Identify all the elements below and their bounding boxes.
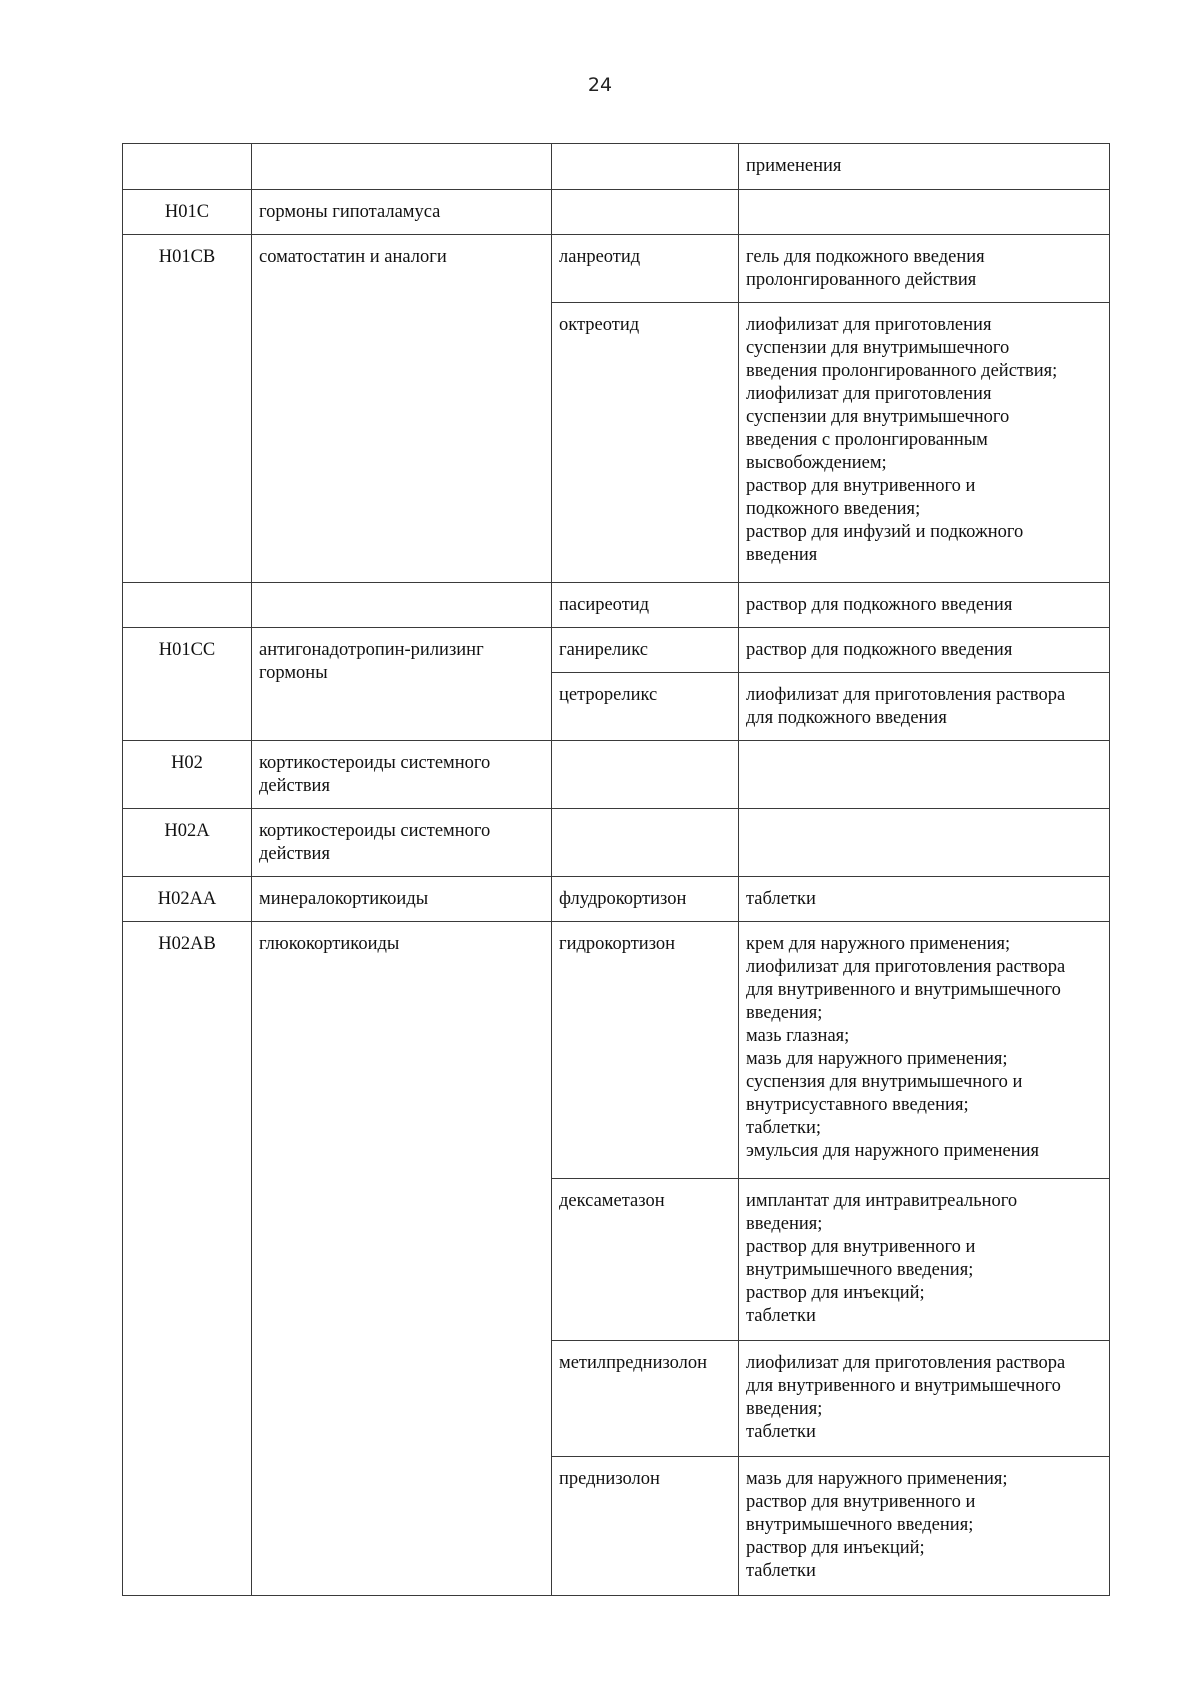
drug-name-cell: пасиреотид xyxy=(552,583,739,628)
dosage-form-cell: раствор для подкожного введения xyxy=(739,628,1110,673)
dosage-form-cell: мазь для наружного применения; раствор для внутривенного и внутримышечного введения; раствор для инъекций; таблетки xyxy=(739,1457,1110,1596)
drug-name-cell: ганиреликс xyxy=(552,628,739,673)
drug-name-cell: ланреотид xyxy=(552,235,739,303)
group-name-cell: гормоны гипоталамуса xyxy=(252,190,552,235)
drug-name-cell: цетрореликс xyxy=(552,673,739,741)
drug-name-cell: гидрокортизон xyxy=(552,922,739,1179)
dosage-form-cell xyxy=(739,190,1110,235)
group-name-cell: минералокортикоиды xyxy=(252,877,552,922)
table-row xyxy=(123,190,1110,235)
drug-name-cell: дексаметазон xyxy=(552,1179,739,1341)
dosage-form-cell: лиофилизат для приготовления суспензии для внутримышечного введения пролонгированного действия; лиофилизат для приготовления суспензии для внутримышечного введения с пролонгированным высвобождением; раствор для внутривенного и подкожного введения; раствор для инфузий и подкожного введения xyxy=(739,303,1110,583)
drug-name-cell xyxy=(552,144,739,190)
dosage-form-cell: применения xyxy=(739,144,1110,190)
drug-list-table xyxy=(122,143,1110,1596)
table-row xyxy=(123,922,1110,1179)
drug-name-cell xyxy=(552,741,739,809)
atc-code-cell: H01CC xyxy=(123,628,252,741)
atc-code-cell: H01C xyxy=(123,190,252,235)
drug-name-cell xyxy=(552,190,739,235)
drug-name-cell: флудрокортизон xyxy=(552,877,739,922)
atc-code-cell: H01CB xyxy=(123,235,252,583)
table-row xyxy=(123,741,1110,809)
group-name-cell xyxy=(252,583,552,628)
dosage-form-cell: крем для наружного применения; лиофилизат для приготовления раствора для внутривенного и внутримышечного введения; мазь глазная; мазь для наружного применения; суспензия для внутримышечного и внутрисуставного введения; таблетки; эмульсия для наружного применения xyxy=(739,922,1110,1179)
dosage-form-cell: гель для подкожного введения пролонгированного действия xyxy=(739,235,1110,303)
atc-code-cell: H02A xyxy=(123,809,252,877)
table-row xyxy=(123,235,1110,303)
dosage-form-cell: таблетки xyxy=(739,877,1110,922)
atc-code-cell: H02 xyxy=(123,741,252,809)
atc-code-cell xyxy=(123,144,252,190)
dosage-form-cell: раствор для подкожного введения xyxy=(739,583,1110,628)
drug-name-cell: преднизолон xyxy=(552,1457,739,1596)
drug-name-cell: октреотид xyxy=(552,303,739,583)
table-row xyxy=(123,583,1110,628)
atc-code-cell: H02AB xyxy=(123,922,252,1596)
drug-name-cell xyxy=(552,809,739,877)
dosage-form-cell: лиофилизат для приготовления раствора для подкожного введения xyxy=(739,673,1110,741)
dosage-form-cell xyxy=(739,741,1110,809)
dosage-form-cell xyxy=(739,809,1110,877)
atc-code-cell xyxy=(123,583,252,628)
table-row xyxy=(123,144,1110,190)
table-row xyxy=(123,809,1110,877)
group-name-cell: антигонадотропин-рилизинг гормоны xyxy=(252,628,552,741)
group-name-cell xyxy=(252,144,552,190)
dosage-form-cell: лиофилизат для приготовления раствора для внутривенного и внутримышечного введения; таблетки xyxy=(739,1341,1110,1457)
table-row xyxy=(123,628,1110,673)
group-name-cell: кортикостероиды системного действия xyxy=(252,809,552,877)
table-row xyxy=(123,877,1110,922)
group-name-cell: кортикостероиды системного действия xyxy=(252,741,552,809)
dosage-form-cell: имплантат для интравитреального введения; раствор для внутривенного и внутримышечного введения; раствор для инъекций; таблетки xyxy=(739,1179,1110,1341)
atc-code-cell: H02AA xyxy=(123,877,252,922)
group-name-cell: соматостатин и аналоги xyxy=(252,235,552,583)
group-name-cell: глюкокортикоиды xyxy=(252,922,552,1596)
page-number: 24 xyxy=(587,74,613,96)
drug-name-cell: метилпреднизолон xyxy=(552,1341,739,1457)
